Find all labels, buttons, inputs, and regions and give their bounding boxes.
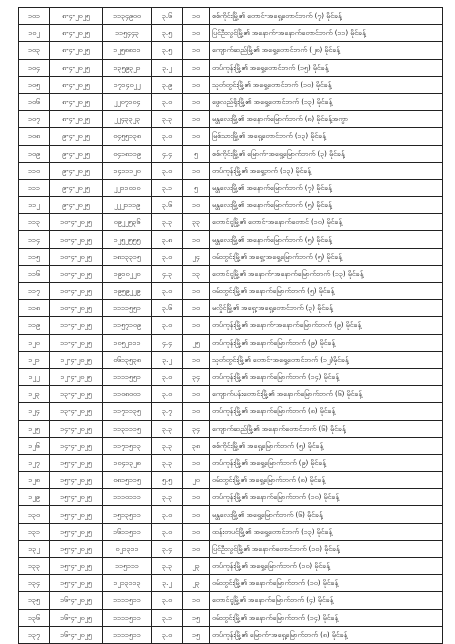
time-cell: ၁၁၇၁၅၁၃ xyxy=(103,437,152,454)
depth-cell: ၁၅ xyxy=(183,609,210,626)
event-number-cell: ၁၁၃ xyxy=(19,214,50,231)
depth-cell: ၃၈ xyxy=(183,437,210,454)
time-cell: ၁၅၁၃၅၁၁ xyxy=(103,506,152,523)
table-row xyxy=(19,592,443,609)
location-cell: တပ်ကုန်းမြို့၏ အရှေ့မြောက်ဘက် (၁၀) မိုင်ခန့် xyxy=(210,558,443,575)
magnitude-cell: ၃.၆ xyxy=(152,300,183,317)
magnitude-cell: ၃.၉ xyxy=(152,76,183,93)
table-row xyxy=(19,111,443,128)
date-cell: ၁၅-၄-၂၀၂၅ xyxy=(50,558,103,575)
magnitude-cell: ၃.၁ xyxy=(152,609,183,626)
table-row xyxy=(19,128,443,145)
date-cell: ၈-၄-၂၀၂၅ xyxy=(50,93,103,110)
event-number-cell: ၁၁၁ xyxy=(19,179,50,196)
time-cell: ၁၀၄၁၃၂၈ xyxy=(103,454,152,471)
location-cell: တောင်ငူမြို့၏ တောင်-အနောက်တောင် (၁၀) မိုင်ခန့် xyxy=(210,214,443,231)
location-cell: တောင်ငူမြို့၏ အနောက်-အနောက်မြောက်ဘက် (၁၃) မိုင်ခန့် xyxy=(210,265,443,282)
location-cell: စစ်ကိုင်းမြို့၏ အရှေ့မြောက်ဘက် (၅) မိုင်ခန့် xyxy=(210,437,443,454)
event-number-cell: ၁၀၃ xyxy=(19,42,50,59)
magnitude-cell: ၃.၀ xyxy=(152,283,183,300)
depth-cell: ၁၀ xyxy=(183,454,210,471)
date-cell: ၁၆-၄-၂၀၂၅ xyxy=(50,609,103,626)
depth-cell: ၁၀ xyxy=(183,162,210,179)
table-row xyxy=(19,626,443,643)
date-cell: ၈-၄-၂၀၂၅ xyxy=(50,59,103,76)
magnitude-cell: ၃.၈ xyxy=(152,231,183,248)
depth-cell: ၁၀ xyxy=(183,386,210,403)
event-number-cell: ၁၀၇ xyxy=(19,111,50,128)
time-cell: ၁၁၁၁၅၁၁ xyxy=(103,609,152,626)
time-cell: ၂၂၄၃၃၂၃ xyxy=(103,111,152,128)
date-cell: ၉-၄-၂၀၂၅ xyxy=(50,197,103,214)
time-cell: ၁၁၁၁၅၁၁ xyxy=(103,626,152,643)
magnitude-cell: ၃.၃ xyxy=(152,420,183,437)
time-cell: ၁၉၅၉၂၂၉ xyxy=(103,283,152,300)
depth-cell: ၃၄ xyxy=(183,368,210,385)
date-cell: ၈-၄-၂၀၂၅ xyxy=(50,76,103,93)
event-number-cell: ၁၂၂ xyxy=(19,368,50,385)
magnitude-cell: ၃.၂ xyxy=(152,575,183,592)
magnitude-cell: ၃.၆ xyxy=(152,197,183,214)
table-row xyxy=(19,179,443,196)
event-number-cell: ၁၃၇ xyxy=(19,626,50,643)
location-cell: မန္တလေးမြို့၏ အနောက်မြောက်ဘက် (၅) မိုင်ခန့် xyxy=(210,231,443,248)
time-cell: ၀၄၁၈၁၁၉ xyxy=(103,145,152,162)
time-cell: ၁၁၅၁၁၁ xyxy=(103,558,152,575)
event-number-cell: ၁၂၄ xyxy=(19,403,50,420)
time-cell: ၂၂၁၁၀၁၀ xyxy=(103,179,152,196)
depth-cell: ၂၄ xyxy=(183,248,210,265)
date-cell: ၁၃-၄-၂၀၂၅ xyxy=(50,403,103,420)
time-cell: ၀၉၂၂၅၃၆ xyxy=(103,214,152,231)
location-cell: စစ်ကိုင်းမြို့၏ မြောက်-အရှေ့မြောက်ဘက် (၃) မိုင်ခန့် xyxy=(210,145,443,162)
table-row xyxy=(19,506,443,523)
event-number-cell: ၁၁၄ xyxy=(19,231,50,248)
location-cell: တပ်ကုန်းမြို့၏ အရှေ့မြောက်ဘက် (၉) မိုင်ခန့် xyxy=(210,454,443,471)
event-number-cell: ၁၁၈ xyxy=(19,300,50,317)
time-cell: ၀၂၁၃၁၁ xyxy=(103,540,152,557)
magnitude-cell: ၃.၃ xyxy=(152,111,183,128)
table-row xyxy=(19,489,443,506)
depth-cell: ၂၃ xyxy=(183,558,210,575)
time-cell: ၀၈၁၅၁၁၅ xyxy=(103,472,152,489)
table-row xyxy=(19,368,443,385)
time-cell: ၂၂၂၁၁၁၉ xyxy=(103,197,152,214)
location-cell: တပ်ကုန်းမြို့၏ အနောက်-အနောက်မြောက်ဘက် (၉) မိုင်ခန့် xyxy=(210,317,443,334)
magnitude-cell: ၃.၃ xyxy=(152,214,183,231)
time-cell: ၀၄၅၅၁၃၈ xyxy=(103,128,152,145)
location-cell: မန္တလေးမြို့၏ အနောက်မြောက်ဘက် (၇) မိုင်ခန့် xyxy=(210,179,443,196)
location-cell: မန္တလေးမြို့၏ အနောက်မြောက်ဘက် (၈) မိုင်ခန့်အကွာ xyxy=(210,111,443,128)
magnitude-cell: ၃.၃ xyxy=(152,454,183,471)
table-row xyxy=(19,420,443,437)
event-number-cell: ၁၀၁ xyxy=(19,8,50,25)
event-number-cell: ၁၁၅ xyxy=(19,248,50,265)
time-cell: ၁၁၁၁၅၅၁ xyxy=(103,368,152,385)
magnitude-cell: ၃.၃ xyxy=(152,489,183,506)
event-number-cell: ၁၁၆ xyxy=(19,265,50,282)
depth-cell: ၁၀ xyxy=(183,128,210,145)
time-cell: ၁၁၅၇၁၀၉ xyxy=(103,317,152,334)
time-cell: ၁၂၅၈၈၁၁ xyxy=(103,42,152,59)
magnitude-cell: ၃.၂ xyxy=(152,59,183,76)
date-cell: ၁၄-၄-၂၀၂၅ xyxy=(50,437,103,454)
location-cell: ထန်းတပင်မြို့၏ အရှေ့တောင်ဘက် (၁၃) မိုင်ခန့် xyxy=(210,523,443,540)
magnitude-cell: ၃.၅ xyxy=(152,42,183,59)
depth-cell: ၁၀ xyxy=(183,317,210,334)
date-cell: ၁၀-၄-၂၀၂၅ xyxy=(50,283,103,300)
table-row xyxy=(19,76,443,93)
depth-cell: ၁၀ xyxy=(183,197,210,214)
magnitude-cell: ၄.၃ xyxy=(152,265,183,282)
time-cell: ၁၁၁၁၅၅၁ xyxy=(103,300,152,317)
table-row xyxy=(19,300,443,317)
date-cell: ၁၃-၄-၂၀၂၅ xyxy=(50,386,103,403)
table-row xyxy=(19,42,443,59)
table-row xyxy=(19,283,443,300)
location-cell: တပ်ကုန်းမြို့၏ အနောက်မြောက်ဘက် (၈) မိုင်ခန့် xyxy=(210,403,443,420)
event-number-cell: ၁၀၆ xyxy=(19,93,50,110)
time-cell: ၁၁၁၁၅၁၁ xyxy=(103,592,152,609)
magnitude-cell: ၃.၀ xyxy=(152,317,183,334)
depth-cell: ၁၀ xyxy=(183,300,210,317)
depth-cell: ၁၀ xyxy=(183,93,210,110)
date-cell: ၁၀-၄-၂၀၂၅ xyxy=(50,265,103,282)
time-cell: ၁၁၀၈၀၀၁ xyxy=(103,386,152,403)
date-cell: ၁၅-၄-၂၀၂၅ xyxy=(50,523,103,540)
location-cell: တပ်ကုန်းမြို့၏ အနောက်မြောက်ဘက် (၁၄) မိုင်ခန့် xyxy=(210,368,443,385)
event-number-cell: ၁၁၇ xyxy=(19,283,50,300)
date-cell: ၁၅-၄-၂၀၂၅ xyxy=(50,472,103,489)
event-number-cell: ၁၁၉ xyxy=(19,317,50,334)
date-cell: ၁၁-၄-၂၀၂၅ xyxy=(50,317,103,334)
magnitude-cell: ၃.၃ xyxy=(152,437,183,454)
depth-cell: ၁၀ xyxy=(183,403,210,420)
location-cell: တပ်ကုန်းမြို့၏ အနောက်မြောက်ဘက် (၉) မိုင်ခန့် xyxy=(210,334,443,351)
event-number-cell: ၁၁၀ xyxy=(19,162,50,179)
earthquake-table xyxy=(18,7,443,644)
location-cell: တောင်ငူမြို့၏ အနောက်မြောက်ဘက် (၄) မိုင်ခန့် xyxy=(210,592,443,609)
table-row xyxy=(19,351,443,368)
table-row xyxy=(19,265,443,282)
event-number-cell: ၁၃၄ xyxy=(19,575,50,592)
table-row xyxy=(19,93,443,110)
depth-cell: ၁၅ xyxy=(183,626,210,643)
depth-cell: ၁၀ xyxy=(183,592,210,609)
location-cell: မလှိုင်မြို့၏ အရှေ့-အရှေ့တောင်ဘက် (၃) မိုင်ခန့် xyxy=(210,300,443,317)
event-number-cell: ၁၀၄ xyxy=(19,59,50,76)
time-cell: ၁၁၅၄၄၃ xyxy=(103,25,152,42)
depth-cell: ၁၀ xyxy=(183,76,210,93)
magnitude-cell: ၃.၀ xyxy=(152,592,183,609)
date-cell: ၁၅-၄-၂၀၂၅ xyxy=(50,540,103,557)
event-number-cell: ၁၃၁ xyxy=(19,523,50,540)
date-cell: ၁၅-၄-၂၀၂၅ xyxy=(50,506,103,523)
event-number-cell: ၁၃၀ xyxy=(19,506,50,523)
location-cell: တပ်ကုန်းမြို့၏ အရှေ့တောင်ဘက် (၁၅) မိုင်ခန့် xyxy=(210,59,443,76)
depth-cell: ၁၀ xyxy=(183,231,210,248)
location-cell: ဝမ်းတွင်းမြို့၏ အနောက်မြောက်ဘက် (၁၄) မိုင်ခန့် xyxy=(210,609,443,626)
time-cell: ၁၇၁၄၀၂၂ xyxy=(103,76,152,93)
location-cell: မြစ်သားမြို့၏ အရှေ့တောင်ဘက် (၁၃) မိုင်ခန့် xyxy=(210,128,443,145)
depth-cell: ၁၀ xyxy=(183,351,210,368)
depth-cell: ၅ xyxy=(183,145,210,162)
table-row xyxy=(19,334,443,351)
depth-cell: ၁၀ xyxy=(183,25,210,42)
event-number-cell: ၁၃၆ xyxy=(19,609,50,626)
magnitude-cell: ၃.၀ xyxy=(152,368,183,385)
time-cell: ၁၁၇၁၁၃၅ xyxy=(103,403,152,420)
location-cell: ဝမ်းတွင်းမြို့၏ အရှေ့မြောက်ဘက် (၈) မိုင်ခန့် xyxy=(210,472,443,489)
magnitude-cell: ၃.၀ xyxy=(152,386,183,403)
table-row xyxy=(19,59,443,76)
date-cell: ၁၀-၄-၂၀၂၅ xyxy=(50,300,103,317)
location-cell: ဖွေလည်ရိုးမြို့၏ အရှေ့တောင်ဘက် (၁၃) မိုင်ခန့် xyxy=(210,93,443,110)
date-cell: ၁၅-၄-၂၀၂၅ xyxy=(50,575,103,592)
depth-cell: ၂၅ xyxy=(183,334,210,351)
location-cell: ကျောက်ဆည်မြို့၏ အနောက်တောင်ဘက် (၆) မိုင်ခန့် xyxy=(210,420,443,437)
magnitude-cell: ၃.၀ xyxy=(152,93,183,110)
table-row xyxy=(19,403,443,420)
time-cell: ၂၂၀၇၁၀၄ xyxy=(103,93,152,110)
depth-cell: ၁၀ xyxy=(183,523,210,540)
table-row xyxy=(19,8,443,25)
location-cell: သုတ်တွင်းမြို့၏ တောင်-အရှေ့တောင်ဘက် (၁၂)မိုင်ခန့် xyxy=(210,351,443,368)
date-cell: ၁၀-၄-၂၀၂၅ xyxy=(50,248,103,265)
table-row xyxy=(19,472,443,489)
date-cell: ၁၆-၄-၂၀၂၅ xyxy=(50,626,103,643)
date-cell: ၈-၄-၂၀၂၅ xyxy=(50,111,103,128)
event-number-cell: ၁၂၈ xyxy=(19,472,50,489)
table-row xyxy=(19,248,443,265)
date-cell: ၉-၄-၂၀၂၅ xyxy=(50,145,103,162)
time-cell: ၁၀၅၂၁၁၁ xyxy=(103,334,152,351)
date-cell: ၉-၄-၂၀၂၅ xyxy=(50,128,103,145)
time-cell: ၁၈၁၃၃၁၅ xyxy=(103,248,152,265)
earthquake-table-body xyxy=(19,8,443,644)
date-cell: ၈-၄-၂၀၂၅ xyxy=(50,42,103,59)
table-row xyxy=(19,454,443,471)
table-row xyxy=(19,317,443,334)
magnitude-cell: ၃.၀ xyxy=(152,626,183,643)
event-number-cell: ၁၂၆ xyxy=(19,437,50,454)
magnitude-cell: ၃.၂ xyxy=(152,351,183,368)
date-cell: ၁၂-၄-၂၀၂၅ xyxy=(50,368,103,385)
magnitude-cell: ၃.၁ xyxy=(152,179,183,196)
table-row xyxy=(19,523,443,540)
depth-cell: ၁၀ xyxy=(183,489,210,506)
depth-cell: ၁၀ xyxy=(183,8,210,25)
magnitude-cell: ၃.၀ xyxy=(152,248,183,265)
location-cell: ဝမ်းတွင်းမြို့၏ အနောက်မြောက်ဘက် (၅) မိုင်ခန့် xyxy=(210,283,443,300)
event-number-cell: ၁၂၉ xyxy=(19,489,50,506)
magnitude-cell: ၅.၅ xyxy=(152,472,183,489)
date-cell: ၁၀-၄-၂၀၂၅ xyxy=(50,214,103,231)
location-cell: တပ်ကုန်းမြို့၏ အနောက်မြောက်ဘက် (၁၀) မိုင်ခန့် xyxy=(210,489,443,506)
date-cell: ၁၅-၄-၂၀၂၅ xyxy=(50,454,103,471)
magnitude-cell: ၃.၀ xyxy=(152,162,183,179)
location-cell: ဝမ်းတွင်းမြို့၏ အရှေ့-အရှေ့မြောက်ဘက် (၅) မိုင်ခန့် xyxy=(210,248,443,265)
depth-cell: ၁၀ xyxy=(183,59,210,76)
location-cell: တပ်ကုန်းမြို့၏ မြောက်-အရှေ့မြောက်ဘက် (၈) မိုင်ခန့် xyxy=(210,626,443,643)
date-cell: ၈-၄-၂၀၂၅ xyxy=(50,8,103,25)
table-row xyxy=(19,25,443,42)
table-row xyxy=(19,197,443,214)
magnitude-cell: ၃.၀ xyxy=(152,523,183,540)
table-row xyxy=(19,145,443,162)
time-cell: ၀၆၁၃၅၃၈ xyxy=(103,351,152,368)
depth-cell: ၁၃ xyxy=(183,265,210,282)
depth-cell: ၁၀ xyxy=(183,283,210,300)
magnitude-cell: ၄.၄ xyxy=(152,145,183,162)
magnitude-cell: ၃.၇ xyxy=(152,403,183,420)
depth-cell: ၁၀ xyxy=(183,506,210,523)
magnitude-cell: ၃.၀ xyxy=(152,128,183,145)
depth-cell: ၂၃ xyxy=(183,575,210,592)
time-cell: ၁၉၁၀၂၂၀ xyxy=(103,265,152,282)
depth-cell: ၁၀ xyxy=(183,540,210,557)
time-cell: ၁၂၁၃၁၁၃ xyxy=(103,575,152,592)
event-number-cell: ၁၀၂ xyxy=(19,25,50,42)
event-number-cell: ၁၂၇ xyxy=(19,454,50,471)
time-cell: ၁၆၁၁၅၁၁ xyxy=(103,523,152,540)
date-cell: ၉-၄-၂၀၂၅ xyxy=(50,162,103,179)
location-cell: မန္တလေးမြို့၏ အရှေ့မြောက်ဘက် (၆) မိုင်ခန့် xyxy=(210,506,443,523)
event-number-cell: ၁၀၅ xyxy=(19,76,50,93)
time-cell: ၁၄၁၁၁၂၀ xyxy=(103,162,152,179)
event-number-cell: ၁၁၂ xyxy=(19,197,50,214)
table-row xyxy=(19,437,443,454)
depth-cell: ၂၀ xyxy=(183,472,210,489)
depth-cell: ၁၀ xyxy=(183,111,210,128)
table-row xyxy=(19,609,443,626)
date-cell: ၁၅-၄-၂၀၂၅ xyxy=(50,489,103,506)
event-number-cell: ၁၀၈ xyxy=(19,128,50,145)
date-cell: ၁၀-၄-၂၀၂၅ xyxy=(50,231,103,248)
table-row xyxy=(19,386,443,403)
event-number-cell: ၁၂၁ xyxy=(19,351,50,368)
location-cell: တပ်ကုန်းမြို့၏ အရှေ့ဘက် (၁၃) မိုင်ခန့် xyxy=(210,162,443,179)
time-cell: ၁၁၃၄၉၀၀ xyxy=(103,8,152,25)
location-cell: ဝမ်းတွင်းမြို့၏ အနောက်မြောက်ဘက် (၁၀) မိုင်ခန့် xyxy=(210,575,443,592)
event-number-cell: ၁၂၀ xyxy=(19,334,50,351)
magnitude-cell: ၃.၄ xyxy=(152,540,183,557)
table-row xyxy=(19,231,443,248)
event-number-cell: ၁၃၅ xyxy=(19,592,50,609)
location-cell: ကျောက်ဆည်မြို့၏ အရှေ့တောင်ဘက် (၂၈) မိုင်ခန့် xyxy=(210,42,443,59)
magnitude-cell: ၃.၀ xyxy=(152,506,183,523)
event-number-cell: ၁၃၂ xyxy=(19,540,50,557)
date-cell: ၉-၄-၂၀၂၅ xyxy=(50,179,103,196)
table-row xyxy=(19,214,443,231)
event-number-cell: ၁၂၃ xyxy=(19,386,50,403)
depth-cell: ၅ xyxy=(183,179,210,196)
date-cell: ၈-၄-၂၀၂၅ xyxy=(50,25,103,42)
date-cell: ၁၁-၄-၂၀၂၅ xyxy=(50,334,103,351)
location-cell: ပြင်ဦးလွင်မြို့၏ အနောက်တောင်ဘက် (၁၀) မိုင်ခန့် xyxy=(210,540,443,557)
location-cell: ကျောက်ပန်းတောင်းမြို့၏ အနောက်မြောက်ဘက် (၆) မိုင်ခန့် xyxy=(210,386,443,403)
magnitude-cell: ၃.၅ xyxy=(152,25,183,42)
date-cell: ၁၆-၄-၂၀၂၅ xyxy=(50,592,103,609)
time-cell: ၁၁၁၀၁၁၁ xyxy=(103,489,152,506)
magnitude-cell: ၄.၄ xyxy=(152,334,183,351)
table-row xyxy=(19,540,443,557)
time-cell: ၁၃၅၉၃၂၁ xyxy=(103,59,152,76)
time-cell: ၁၂၅၂၅၅၅ xyxy=(103,231,152,248)
event-number-cell: ၁၃၃ xyxy=(19,558,50,575)
depth-cell: ၃၄ xyxy=(183,420,210,437)
date-cell: ၁၄-၄-၂၀၂၅ xyxy=(50,420,103,437)
magnitude-cell: ၃.၃ xyxy=(152,558,183,575)
magnitude-cell: ၃.၆ xyxy=(152,8,183,25)
location-cell: ပြင်ဦးလွင်မြို့၏ အနောက်-အနောက်တောင်ဘက် (၁၁) မိုင်ခန့် xyxy=(210,25,443,42)
depth-cell: ၃၃ xyxy=(183,214,210,231)
table-row xyxy=(19,558,443,575)
location-cell: သုတ်တွင်းမြို့၏ အရှေ့တောင်ဘက် (၁၀) မိုင်ခန့် xyxy=(210,76,443,93)
date-cell: ၁၂-၄-၂၀၂၅ xyxy=(50,351,103,368)
table-row xyxy=(19,162,443,179)
event-number-cell: ၁၀၉ xyxy=(19,145,50,162)
location-cell: စစ်ကိုင်းမြို့၏ တောင်-အရှေ့တောင်ဘက် (၇) မိုင်ခန့် xyxy=(210,8,443,25)
table-row xyxy=(19,575,443,592)
depth-cell: ၁၀ xyxy=(183,42,210,59)
location-cell: မန္တလေးမြို့၏ အနောက်မြောက်ဘက် (၅) မိုင်ခန့် xyxy=(210,197,443,214)
event-number-cell: ၁၂၅ xyxy=(19,420,50,437)
time-cell: ၁၁၃၁၁၁၅ xyxy=(103,420,152,437)
